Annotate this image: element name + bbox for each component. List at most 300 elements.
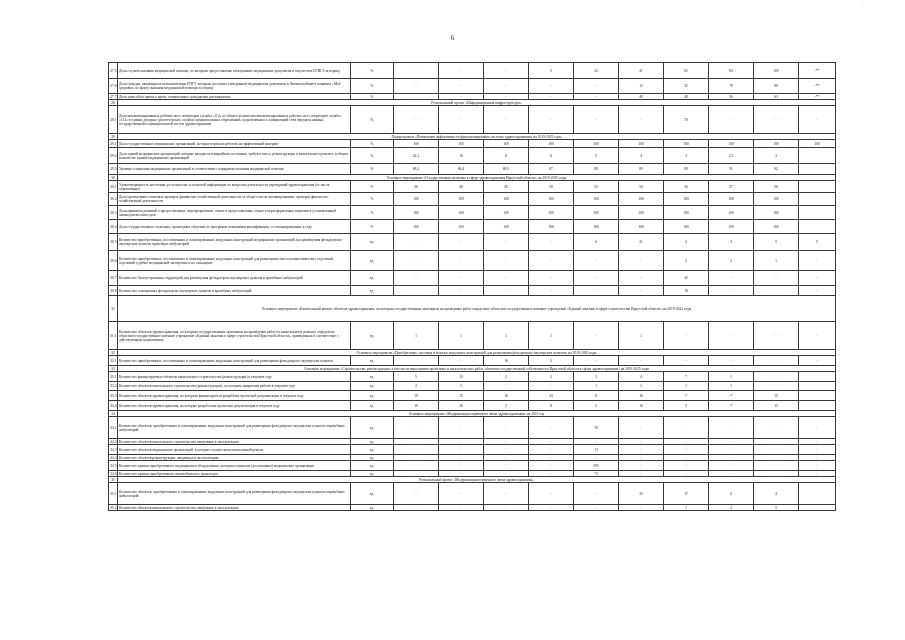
value-cell: - xyxy=(529,79,574,94)
value-cell: 595 xyxy=(574,461,619,471)
row-number: 31 xyxy=(109,296,118,322)
table-row xyxy=(109,220,836,234)
value-cell: 11 xyxy=(529,401,574,411)
value-cell: - xyxy=(484,251,529,271)
indicator-name: Количество объектов, приобретенных и смонтированных модульных конструкций для размещения фельдшерско-акушерских пунктов и врачебных амбулаторий xyxy=(118,483,351,505)
value-cell: 50 xyxy=(529,181,574,193)
indicator-name: Доля граждан, являющихся пользователями ЕПГУ, которым доступны электронные медицинские документы в Личном кабинете пациента «Моё здоровье» по факту оказания медицинской помощи за период xyxy=(118,79,351,94)
row-number: 30.1 xyxy=(109,181,118,193)
value-cell: - xyxy=(529,439,574,445)
value-cell: 100 xyxy=(754,206,799,220)
table-row xyxy=(109,140,836,148)
value-cell: - xyxy=(529,94,574,100)
value-cell: 86,3 xyxy=(394,164,439,175)
value-cell: 19 xyxy=(394,401,439,411)
value-cell: 52 xyxy=(574,181,619,193)
value-cell: - xyxy=(484,439,529,445)
unit-cell: ед. xyxy=(351,483,394,505)
value-cell: 2 xyxy=(484,372,529,382)
table-row xyxy=(109,206,836,220)
value-cell: 56 xyxy=(709,94,754,100)
value-cell: 1 xyxy=(709,372,754,382)
value-cell: - xyxy=(439,461,484,471)
unit-cell: % xyxy=(351,206,394,220)
value-cell: 100 xyxy=(664,220,709,234)
value-cell: - xyxy=(664,455,709,461)
table-row xyxy=(109,164,836,175)
value-cell: - xyxy=(529,461,574,471)
value-cell: - xyxy=(799,439,836,445)
value-cell: - xyxy=(619,445,664,455)
table-row xyxy=(109,63,836,79)
indicator-name: Количество финансируемых объектов капитального строительства (реконструкции) в текущем году xyxy=(118,372,351,382)
row-number: 29.3 xyxy=(109,164,118,175)
table-row xyxy=(109,382,836,391)
value-cell: - xyxy=(574,505,619,511)
value-cell: - xyxy=(799,271,836,286)
row-number: 35.2 xyxy=(110,505,117,510)
value-cell: 16 xyxy=(439,148,484,164)
value-cell: - xyxy=(754,106,799,134)
section-row xyxy=(109,296,836,322)
unit-cell: % xyxy=(351,148,394,164)
value-cell: - xyxy=(619,417,664,439)
indicator-name: Количество благоустроенных территорий для размещения фельдшерско-акушерских пунктов и врачебных амбулаторий xyxy=(118,271,351,286)
indicator-name: Доля записей на прием к врачу, совершенных гражданами дистанционно xyxy=(118,94,351,100)
value-cell: - xyxy=(664,461,709,471)
indicator-name: Количество приобретенных, поставленных и смонтированных модульных конструкций для размещения фельдшерско-акушерских пунктов xyxy=(118,356,351,366)
value-cell: 90 xyxy=(664,164,709,175)
value-cell: 3 xyxy=(664,148,709,164)
indicator-name: Количество объектов здравоохранения, на которые разработана проектная документация в текущем году xyxy=(118,401,351,411)
value-cell: 100 xyxy=(619,193,664,206)
value-cell: - xyxy=(439,106,484,134)
unit-cell: % xyxy=(351,79,394,94)
value-cell: - xyxy=(799,471,836,477)
value-cell: - xyxy=(574,439,619,445)
value-cell: 91 xyxy=(709,164,754,175)
value-cell: - xyxy=(709,106,754,134)
row-number: 33.4 xyxy=(109,401,118,411)
value-cell: - xyxy=(439,505,484,511)
value-cell xyxy=(799,206,836,220)
value-cell: 3 xyxy=(709,234,754,251)
value-cell: - xyxy=(754,439,799,445)
value-cell: - xyxy=(619,356,664,366)
value-cell: 2 xyxy=(394,382,439,391)
value-cell: - xyxy=(754,382,799,391)
value-cell xyxy=(799,401,836,411)
value-cell: - xyxy=(619,251,664,271)
value-cell: - xyxy=(529,251,574,271)
value-cell: - xyxy=(754,471,799,477)
value-cell: 15 xyxy=(754,391,799,401)
table-row xyxy=(109,286,836,296)
value-cell: - xyxy=(574,271,619,286)
value-cell: - xyxy=(664,322,709,350)
value-cell: 56 xyxy=(664,181,709,193)
value-cell: - xyxy=(529,445,574,455)
unit-cell: ед. xyxy=(351,322,394,350)
value-cell: 45 xyxy=(484,181,529,193)
unit-cell: ед. xyxy=(351,417,394,439)
value-cell: 3 xyxy=(754,148,799,164)
unit-cell: ед. xyxy=(351,372,394,382)
value-cell: 100 xyxy=(439,220,484,234)
unit-cell: ед. xyxy=(351,455,394,461)
value-cell: 1 xyxy=(754,251,799,271)
value-cell: 7 xyxy=(664,372,709,382)
indicator-name: Доля государственных служащих, прошедших обучение по программе повышения квалификации, от запланированных к году xyxy=(118,220,351,234)
value-cell: - xyxy=(574,322,619,350)
value-cell: 100 xyxy=(709,220,754,234)
value-cell: - xyxy=(394,79,439,94)
value-cell: - xyxy=(439,445,484,455)
value-cell xyxy=(799,148,836,164)
value-cell xyxy=(799,181,836,193)
value-cell: - xyxy=(529,505,574,511)
value-cell: 2 xyxy=(709,505,754,511)
value-cell: - xyxy=(484,505,529,511)
section-title: Основное мероприятие «Приобретение, поставка и монтаж модульных конструкций для размещения фельдшерско-акушерских пунктов» на 2019-2020 годы xyxy=(118,350,836,356)
value-cell: 1 xyxy=(439,322,484,350)
value-cell: - xyxy=(394,445,439,455)
value-cell: 100 xyxy=(484,140,529,148)
table-row xyxy=(109,483,836,505)
indicator-name: Доля зданий медицинских организаций, которые находятся в аварийном состоянии, требуют сноса, реконструкции и капитального ремонта, в общем количестве зданий медицинских организаций xyxy=(118,148,351,164)
value-cell: - xyxy=(619,461,664,471)
value-cell: 1 xyxy=(529,322,574,350)
value-cell: 21 xyxy=(619,234,664,251)
value-cell: 22 xyxy=(574,63,619,79)
value-cell: - xyxy=(439,455,484,461)
value-cell: - xyxy=(394,461,439,471)
section-title: Основное мероприятие «Капитальный ремонт объектов здравоохранения, по которым государственным заказчиком на проведение работ определено областное государственное казенное учреждение «Единый заказчик в сфере строительства Иркутской области» на 2019-2022 годы xyxy=(118,296,836,322)
value-cell: 100 xyxy=(574,206,619,220)
value-cell: - xyxy=(574,286,619,296)
value-cell: 6 xyxy=(529,148,574,164)
value-cell: 13 xyxy=(574,445,619,455)
unit-cell: ед. xyxy=(351,471,394,477)
value-cell: - xyxy=(754,271,799,286)
value-cell: 88 xyxy=(574,164,619,175)
value-cell: - xyxy=(394,455,439,461)
value-cell: - xyxy=(619,106,664,134)
value-cell: - xyxy=(394,271,439,286)
value-cell: 2 xyxy=(709,251,754,271)
corner-mark: · xyxy=(862,4,864,9)
row-number: 35 xyxy=(109,477,118,483)
indicator-name: Доля случаев оказания медицинской помощи, по которым предоставлены электронные медицинские документы в подсистеме ЕГИСЗ за период xyxy=(118,63,351,79)
value-cell: 2 xyxy=(529,372,574,382)
indicator-name: Доля автоматизированных рабочих мест операторов службы «112» от общего количества автоматизированных рабочих мест операторов службы «112» в единых дежурно-диспетчерских службах муниципальных образований, подключенных к защищенной сети передачи данных, государственной и муниципальной систем здравоохранения xyxy=(118,106,351,134)
value-cell: 100 xyxy=(709,140,754,148)
value-cell: - xyxy=(799,461,836,471)
value-cell: 4 xyxy=(619,148,664,164)
value-cell: 100 xyxy=(484,206,529,220)
value-cell: 16 xyxy=(619,391,664,401)
value-cell: - xyxy=(439,286,484,296)
value-cell: - xyxy=(574,356,619,366)
table-row xyxy=(109,322,836,350)
table-row xyxy=(109,505,836,511)
value-cell: 100 xyxy=(529,220,574,234)
value-cell: - xyxy=(664,439,709,445)
indicator-table-body xyxy=(109,63,836,511)
value-cell: 41 xyxy=(619,63,664,79)
value-cell: - xyxy=(484,286,529,296)
value-cell: 100 xyxy=(619,206,664,220)
value-cell: 40 xyxy=(619,94,664,100)
value-cell: - xyxy=(709,322,754,350)
value-cell xyxy=(799,220,836,234)
value-cell: - xyxy=(394,471,439,477)
value-cell: - xyxy=(529,417,574,439)
value-cell: - xyxy=(484,63,529,79)
value-cell: - xyxy=(439,79,484,94)
row-number: 34.2 xyxy=(110,439,117,444)
value-cell: - xyxy=(394,234,439,251)
value-cell: - xyxy=(799,417,836,439)
value-cell: - xyxy=(484,461,529,471)
value-cell: - xyxy=(664,471,709,477)
value-cell: - xyxy=(709,286,754,296)
row-number: 32 xyxy=(109,350,118,356)
row-number: 30.6 xyxy=(109,251,118,271)
row-number: 27.6 xyxy=(109,79,118,94)
value-cell: - xyxy=(529,286,574,296)
value-cell: -* xyxy=(709,401,754,411)
value-cell: 39 xyxy=(574,417,619,439)
indicator-name: Количество оснащенных фельдшерско-акушерских пунктов и врачебных амбулаторий xyxy=(118,286,351,296)
value-cell: - xyxy=(754,286,799,296)
indicator-name: Количество объектов здравоохранения, по которым государственным заказчиком на проведение работ по капитальному ремонту определено областное государственное казенное учреждение «Единый заказчик в сфере строительства Иркутской области», приведенных в соответствие с действующими нормативами xyxy=(118,322,351,350)
value-cell: - xyxy=(529,455,574,461)
value-cell: 16 xyxy=(484,356,529,366)
value-cell: - xyxy=(799,251,836,271)
value-cell xyxy=(799,483,836,505)
value-cell: 15 xyxy=(439,391,484,401)
value-cell: - xyxy=(394,356,439,366)
value-cell: 22,1 xyxy=(394,148,439,164)
value-cell: 65 xyxy=(664,63,709,79)
value-cell: - xyxy=(574,79,619,94)
value-cell: 100 xyxy=(754,140,799,148)
value-cell: 8 xyxy=(574,391,619,401)
value-cell: 7 xyxy=(664,391,709,401)
indicator-name: Доля принятых решений о предоставлении, переоформлении, отказе в предоставлении, отказе в переоформлении лицензии в установленный законодательством срок xyxy=(118,206,351,220)
row-number: 29.1 xyxy=(110,141,117,146)
value-cell: 4 xyxy=(754,483,799,505)
value-cell: - xyxy=(619,286,664,296)
value-cell: 90 xyxy=(754,79,799,94)
value-cell: - xyxy=(529,483,574,505)
value-cell: 58 xyxy=(754,181,799,193)
value-cell: 63 xyxy=(754,94,799,100)
value-cell: 1 xyxy=(664,382,709,391)
value-cell: 70 xyxy=(664,106,709,134)
value-cell: - xyxy=(754,455,799,461)
value-cell: - xyxy=(439,234,484,251)
value-cell: 86,5 xyxy=(484,164,529,175)
row-number: 30.8 xyxy=(109,286,118,296)
row-number: 27.7 xyxy=(110,94,117,99)
unit-cell: % xyxy=(351,164,394,175)
section-title: Подпрограмма «Повышение эффективности функционирования системы здравоохранения» на 2019-2025 годы xyxy=(118,134,836,140)
value-cell: 86,4 xyxy=(439,164,484,175)
value-cell: 15 xyxy=(439,372,484,382)
row-number: 34.4 xyxy=(110,455,117,460)
value-cell: 3 xyxy=(664,401,709,411)
value-cell xyxy=(799,164,836,175)
indicator-name: Количество приобретенных, поставленных и смонтированных модульных конструкций медицинских организаций для размещения фельдшерско-акушерских пунктов, врачебных амбулаторий xyxy=(118,234,351,251)
value-cell: 100 xyxy=(709,206,754,220)
value-cell: - xyxy=(574,251,619,271)
value-cell: - xyxy=(529,471,574,477)
row-number: 33.1 xyxy=(109,372,118,382)
value-cell: 100 xyxy=(529,193,574,206)
unit-cell: ед. xyxy=(351,271,394,286)
row-number: 27.5 xyxy=(109,63,118,79)
indicator-table-sheet xyxy=(108,62,835,511)
value-cell: - xyxy=(439,271,484,286)
value-cell: - xyxy=(484,445,529,455)
value-cell: 100 xyxy=(484,193,529,206)
value-cell: -** xyxy=(799,94,836,100)
value-cell: 35 xyxy=(619,483,664,505)
value-cell: 100 xyxy=(394,220,439,234)
value-cell xyxy=(799,372,836,382)
value-cell: 70 xyxy=(709,79,754,94)
value-cell: 100 xyxy=(664,206,709,220)
value-cell: 5 xyxy=(394,372,439,382)
value-cell: 100 xyxy=(529,206,574,220)
value-cell: - xyxy=(439,471,484,477)
value-cell: 100 xyxy=(439,140,484,148)
value-cell: 19 xyxy=(394,391,439,401)
value-cell: - xyxy=(484,106,529,134)
value-cell: - xyxy=(799,455,836,461)
row-number: 30.3 xyxy=(109,206,118,220)
value-cell: 1 xyxy=(664,505,709,511)
row-number: 34.3 xyxy=(109,445,118,455)
row-number: 29 xyxy=(109,134,118,140)
value-cell: 12 xyxy=(619,79,664,94)
value-cell: - xyxy=(619,439,664,445)
value-cell: 20 xyxy=(439,401,484,411)
value-cell: - xyxy=(619,505,664,511)
value-cell: - xyxy=(709,439,754,445)
value-cell: 18 xyxy=(664,286,709,296)
value-cell: - xyxy=(664,445,709,455)
value-cell: - xyxy=(484,455,529,461)
value-cell: - xyxy=(709,461,754,471)
value-cell: - xyxy=(484,234,529,251)
value-cell: 100 xyxy=(754,63,799,79)
row-number: 34.1 xyxy=(109,417,118,439)
indicator-name: Количество объектов капитального строительства, введенных в эксплуатацию xyxy=(118,505,351,511)
value-cell: - xyxy=(394,94,439,100)
indicator-name: Количество объектов, приобретенных и смонтированных модульных конструкций для размещения фельдшерско-акушерских пунктов и врачебных амбулаторий xyxy=(118,417,351,439)
value-cell: - xyxy=(709,356,754,366)
value-cell: - xyxy=(394,251,439,271)
value-cell: 6 xyxy=(574,234,619,251)
unit-cell: ед. xyxy=(351,251,394,271)
value-cell: - xyxy=(709,471,754,477)
value-cell: - xyxy=(754,322,799,350)
unit-cell: ед. xyxy=(351,445,394,455)
value-cell: - xyxy=(529,271,574,286)
value-cell: - xyxy=(709,417,754,439)
unit-cell: ед. xyxy=(351,356,394,366)
unit-cell: ед. xyxy=(351,439,394,445)
value-cell: 1 xyxy=(484,322,529,350)
value-cell: 17 xyxy=(664,483,709,505)
value-cell: 2 xyxy=(664,251,709,271)
unit-cell: % xyxy=(351,63,394,79)
unit-cell: % xyxy=(351,181,394,193)
indicator-name: Количество объектов реконструкции, введенных в эксплуатацию xyxy=(118,455,351,461)
value-cell: - xyxy=(394,483,439,505)
row-number: 35.1 xyxy=(109,483,118,505)
value-cell: - xyxy=(439,356,484,366)
value-cell: - xyxy=(484,382,529,391)
unit-cell: % xyxy=(351,140,394,148)
value-cell: 2 xyxy=(664,234,709,251)
value-cell: - xyxy=(394,286,439,296)
value-cell: -** xyxy=(799,79,836,94)
value-cell: 100 xyxy=(394,193,439,206)
value-cell: - xyxy=(484,79,529,94)
indicator-name: Уровень оснащения медицинских организаций в соответствии с порядками оказания медицинской помощи xyxy=(118,164,351,175)
table-row xyxy=(109,391,836,401)
value-cell: 92 xyxy=(754,164,799,175)
value-cell: 73 xyxy=(574,471,619,477)
table-row xyxy=(109,445,836,455)
value-cell: 15 xyxy=(754,401,799,411)
value-cell: 100 xyxy=(754,193,799,206)
row-number: 28.1 xyxy=(109,106,118,134)
value-cell: -** xyxy=(799,63,836,79)
value-cell: 1 xyxy=(709,382,754,391)
value-cell: 5 xyxy=(754,234,799,251)
value-cell: 100 xyxy=(664,193,709,206)
value-cell: - xyxy=(799,106,836,134)
value-cell: - xyxy=(394,417,439,439)
value-cell: 25 xyxy=(664,79,709,94)
table-row xyxy=(109,148,836,164)
table-row xyxy=(109,251,836,271)
value-cell: 5 xyxy=(529,63,574,79)
value-cell: - xyxy=(394,106,439,134)
value-cell: - xyxy=(619,471,664,477)
indicator-name: Количество единиц приобретенного медицинского оборудования, которым оснащены (дооснащены) медицинские организации xyxy=(118,461,351,471)
row-number: 34.6 xyxy=(110,471,117,476)
value-cell: - xyxy=(394,63,439,79)
value-cell: 40 xyxy=(439,181,484,193)
value-cell: - xyxy=(439,439,484,445)
row-number: 33 xyxy=(109,366,118,372)
table-row xyxy=(109,193,836,206)
value-cell: 100 xyxy=(484,220,529,234)
row-number: 33.2 xyxy=(109,382,118,391)
table-row xyxy=(109,417,836,439)
value-cell: - xyxy=(439,94,484,100)
section-title: Основное мероприятие «Государственная политика в сфере здравоохранения Иркутской области» на 2019-2025 годы xyxy=(118,175,836,181)
value-cell: 3 xyxy=(619,382,664,391)
row-number: 29.2 xyxy=(109,148,118,164)
value-cell: - xyxy=(484,471,529,477)
